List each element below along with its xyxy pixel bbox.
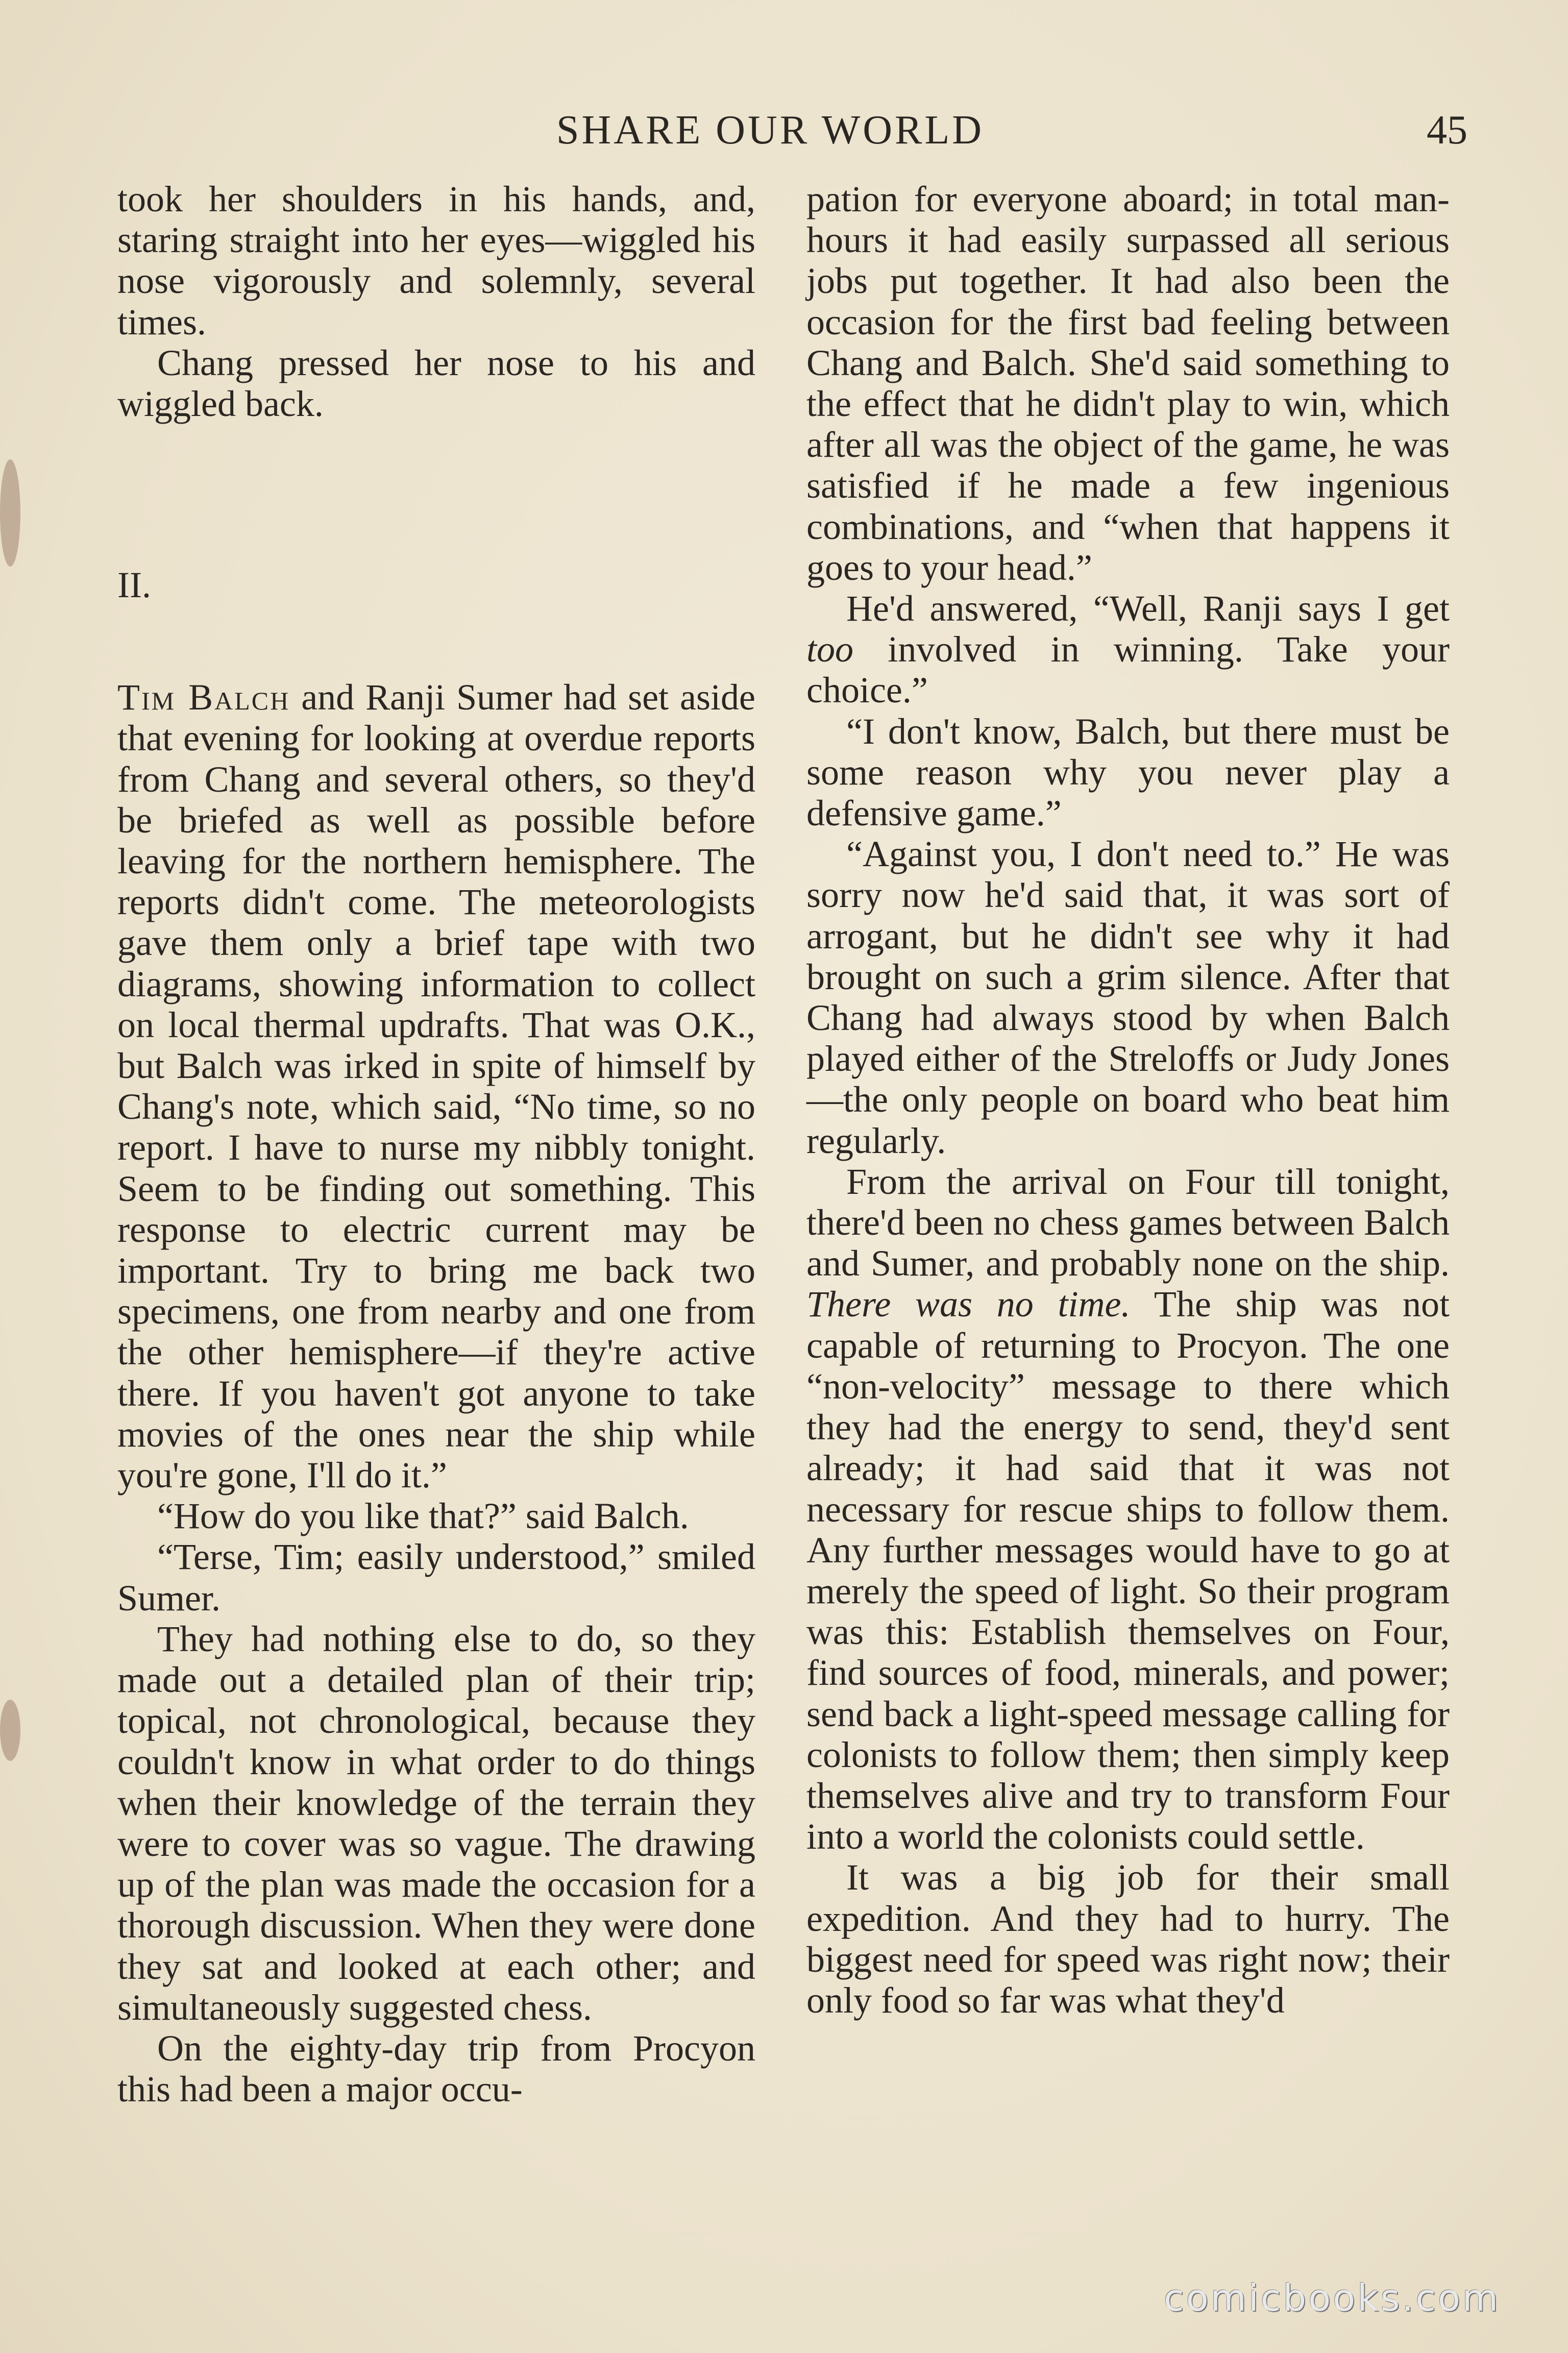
paragraph: It was a big job for their small expedition. And they had to hurry. The biggest need for speed was right now; their only food so far was what they'd <box>806 1857 1450 2021</box>
paragraph: “Against you, I don't need to.” He was sorry now he'd said that, it was sort of arrogant, but he didn't see why it had brought on such a grim silence. After that Chang had always stood by when Balch played either of the Streloffs or Judy Jones—the only people on board who beat him regularly. <box>806 834 1450 1161</box>
left-column <box>117 179 755 2110</box>
paragraph: “I don't know, Balch, but there must be some reason why you never play a defensive game.” <box>806 710 1450 834</box>
paragraph-text: involved in winning. Take your choice.” <box>806 629 1450 711</box>
page-stain <box>0 459 20 567</box>
page-number: 45 <box>1427 108 1467 153</box>
paragraph-text: The ship was not capable of returning to Procyon. The one “non-velocity” message to there which they had the energy to send, they'd sent already; it had said that it was not necessary for rescue ships to follow them. Any further messages would have to go at merely the speed of light. So their program was this: Establish themselves on Four, find sources of food, minerals, and power; send back a light-speed message calling for colonists to follow them; then simply keep themselves alive and try to transform Four into a world the colonists could settle. <box>806 1284 1450 1857</box>
paragraph: “Terse, Tim; easily understood,” smiled Sumer. <box>117 1536 755 1619</box>
paragraph-text: and Ranji Sumer had set aside that evening for looking at overdue reports from Chang and several others, so they'd be briefed as well as possible before leaving for the northern hemisphere. The reports didn't come. The meteorologists gave them only a brief tape with two diagrams, showing information to collect on local thermal updrafts. That was O.K., but Balch was irked in spite of himself by Chang's note, which said, “No time, so no report. I have to nurse my nibbly tonight. Seem to be finding out something. This response to electric current may be important. Try to bring me back two specimens, one from nearby and one from the other hemisphere—if they're active there. If you haven't got anyone to take movies of the ones near the ship while you're gone, I'll do it.” <box>117 677 755 1496</box>
paragraph: took her shoulders in his hands, and, staring straight into her eyes—wiggled his nose vigorously and solemnly, several times. <box>117 179 755 342</box>
paragraph <box>806 588 1450 711</box>
section-heading: II. <box>117 565 151 606</box>
page-header <box>0 102 1568 158</box>
lead-in-smallcaps: Tim Balch <box>117 677 290 718</box>
paragraph: “How do you like that?” said Balch. <box>157 1496 689 1537</box>
emphasis: There was no time. <box>806 1284 1131 1325</box>
paragraph <box>117 677 755 1496</box>
paragraph: pation for everyone aboard; in total man-hours it had easily surpassed all serious jobs put together. It had also been the occasion for the first bad feeling between Chang and Balch. She'd said something to the effect that he didn't play to win, which after all was the object of the game, he was satisfied if he made a few ingenious combinations, and “when that happens it goes to your head.” <box>806 179 1450 588</box>
right-column <box>806 179 1450 2021</box>
paragraph: Chang pressed her nose to his and wiggled back. <box>117 342 755 425</box>
paragraph-text: From the arrival on Four till tonight, there'd been no chess games between Balch and Sumer, and probably none on the ship. <box>806 1161 1450 1284</box>
paragraph-text: He'd answered, “Well, Ranji says I get <box>846 588 1450 629</box>
paragraph: On the eighty-day trip from Procyon this had been a major occu- <box>117 2027 755 2110</box>
page-stain <box>0 1700 20 1761</box>
running-head: SHARE OUR WORLD <box>556 108 985 153</box>
paragraph <box>806 1161 1450 1857</box>
watermark: comicbooks.com <box>1164 2276 1501 2319</box>
paragraph: They had nothing else to do, so they made out a detailed plan of their trip; topical, not chronological, because they couldn't know in what order to do things when their knowledge of the terrain they were to cover was so vague. The drawing up of the plan was made the occasion for a thorough discussion. When they were done they sat and looked at each other; and simultaneously suggested chess. <box>117 1618 755 2028</box>
emphasis: too <box>806 629 854 670</box>
